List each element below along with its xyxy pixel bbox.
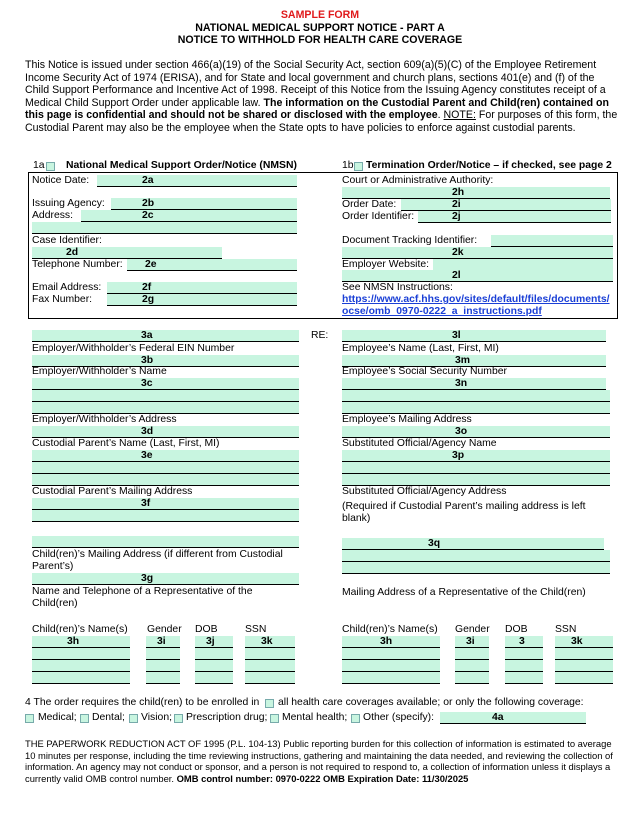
section-1a-label: 1a bbox=[33, 160, 45, 171]
address-field-line1[interactable]: 2c bbox=[81, 210, 297, 222]
field-3n-line2[interactable] bbox=[342, 390, 610, 402]
email-label: Email Address: bbox=[32, 282, 102, 293]
child-ssn-field-right[interactable]: 3k bbox=[555, 636, 613, 648]
field-3m[interactable]: 3m bbox=[342, 355, 606, 367]
child-dob-row2-right[interactable] bbox=[505, 648, 543, 660]
order-date-label: Order Date: bbox=[342, 199, 397, 210]
email-field[interactable]: 2f bbox=[107, 282, 297, 294]
employee-address-label: Employee’s Mailing Address bbox=[342, 414, 472, 425]
child-name-field-left[interactable]: 3h bbox=[32, 636, 130, 648]
child-dob-row4-right[interactable] bbox=[505, 672, 543, 684]
child-gender-row2-left[interactable] bbox=[146, 648, 180, 660]
field-3p-line3[interactable] bbox=[342, 474, 610, 486]
child-ssn-row4-right[interactable] bbox=[555, 672, 613, 684]
field-3q-line2[interactable] bbox=[342, 550, 610, 562]
case-identifier-field[interactable]: 2d bbox=[32, 247, 222, 259]
field-3f-line3[interactable] bbox=[32, 536, 299, 548]
ssn-header-left: SSN bbox=[245, 624, 267, 635]
child-name-row3-left[interactable] bbox=[32, 660, 130, 672]
children-names-header-left: Child(ren)’s Name(s) bbox=[32, 624, 128, 635]
field-3c-line2[interactable] bbox=[32, 390, 299, 402]
intro-paragraph: This Notice is issued under section 466(a)(19) of the Social Security Act, section 609(a)(5)(C) of the Employee Retirement Income Security Act of 1974 (ERISA), and for State and local government and church plans, sections 401(e) and (f) of the Child Support Performance and Incentive Act of 1998. Receipt of this Notice from the Issuing Agency constitutes receipt of a Medical Child Support Order under applicable law. The information on the Custodial Parent and Child(ren) contained on this page is confidential and should not be shared or disclosed with the employee. NOTE: For purposes of this form, the Custodial Parent may also be the employee when the State opts to have policies to enforce against custodial parents. bbox=[25, 59, 618, 134]
rep-name-phone-label: Name and Telephone of a Representative of the Child(ren) bbox=[32, 586, 253, 609]
child-gender-field-left[interactable]: 3i bbox=[146, 636, 180, 648]
order-date-field[interactable]: 2i bbox=[401, 199, 611, 211]
telephone-field[interactable]: 2e bbox=[127, 259, 297, 271]
other-checkbox[interactable] bbox=[351, 714, 360, 723]
field-3q-line3[interactable] bbox=[342, 562, 610, 574]
prescription-checkbox[interactable] bbox=[174, 714, 183, 723]
gender-header-right: Gender bbox=[455, 624, 490, 635]
custodial-address-label: Custodial Parent’s Mailing Address bbox=[32, 486, 193, 497]
doc-tracking-field-a[interactable] bbox=[491, 235, 613, 247]
field-3b[interactable]: 3b bbox=[32, 355, 299, 367]
doc-tracking-field-b[interactable]: 2k bbox=[342, 247, 613, 259]
field-3l[interactable]: 3l bbox=[342, 330, 606, 342]
section-4-text-a: 4 The order requires the child(ren) to be enrolled in bbox=[25, 697, 260, 708]
notice-date-label: Notice Date: bbox=[32, 175, 90, 186]
field-3o[interactable]: 3o bbox=[342, 426, 610, 438]
order-identifier-label: Order Identifier: bbox=[342, 211, 415, 222]
fax-field[interactable]: 2g bbox=[107, 294, 297, 306]
field-4a[interactable]: 4a bbox=[440, 712, 586, 724]
field-3g[interactable]: 3g bbox=[32, 573, 299, 585]
paperwork-reduction-notice: THE PAPERWORK REDUCTION ACT OF 1995 (P.L. 104-13) Public reporting burden for this collection of information is estimated to average 10 minutes per response, including the time reviewing instructions, gathering and maintaining the data needed, and reviewing the collection of information. An agency may not conduct or sponsor, and a person is not required to respond to, a collection of information unless it displays a currently valid OMB control number. OMB control number: 0970-0222 OMB Expiration Date: 11/30/2025 bbox=[25, 738, 613, 784]
field-3n-line3[interactable] bbox=[342, 402, 610, 414]
child-dob-row3-left[interactable] bbox=[195, 660, 233, 672]
child-ssn-field-left[interactable]: 3k bbox=[245, 636, 295, 648]
child-name-row4-left[interactable] bbox=[32, 672, 130, 684]
address-label: Address: bbox=[32, 210, 74, 221]
substituted-address-label: Substituted Official/Agency Address bbox=[342, 486, 507, 497]
child-dob-row2-left[interactable] bbox=[195, 648, 233, 660]
vision-label: Vision; bbox=[141, 712, 172, 723]
child-gender-field-right[interactable]: 3i bbox=[455, 636, 489, 648]
section-1b-label: 1b bbox=[342, 160, 354, 171]
field-3q[interactable]: 3q bbox=[342, 538, 604, 550]
child-name-row3-right[interactable] bbox=[342, 660, 440, 672]
children-names-header-right: Child(ren)’s Name(s) bbox=[342, 624, 438, 635]
child-ssn-row4-left[interactable] bbox=[245, 672, 295, 684]
dental-checkbox[interactable] bbox=[80, 714, 89, 723]
child-gender-row4-right[interactable] bbox=[455, 672, 489, 684]
child-dob-field-left[interactable]: 3j bbox=[195, 636, 233, 648]
telephone-label: Telephone Number: bbox=[32, 259, 123, 270]
field-3n[interactable]: 3n bbox=[342, 378, 606, 390]
employer-ein-label: Employer/Withholder’s Federal EIN Number bbox=[32, 343, 235, 354]
child-name-row4-right[interactable] bbox=[342, 672, 440, 684]
employer-address-label: Employer/Withholder’s Address bbox=[32, 414, 177, 425]
dental-label: Dental; bbox=[92, 712, 125, 723]
field-3d[interactable]: 3d bbox=[32, 426, 299, 438]
employer-name-label: Employer/Withholder’s Name bbox=[32, 366, 167, 377]
court-authority-field[interactable]: 2h bbox=[342, 187, 610, 199]
form-title: NATIONAL MEDICAL SUPPORT NOTICE - PART A bbox=[195, 22, 445, 34]
gender-header-left: Gender bbox=[147, 624, 182, 635]
child-address-label: Child(ren)’s Mailing Address (if different from Custodial Parent’s) bbox=[32, 549, 283, 572]
field-3a[interactable]: 3a bbox=[32, 330, 299, 342]
prescription-label: Prescription drug; bbox=[186, 712, 268, 723]
court-authority-label: Court or Administrative Authority: bbox=[342, 175, 494, 186]
child-name-row2-left[interactable] bbox=[32, 648, 130, 660]
child-name-field-right[interactable]: 3h bbox=[342, 636, 440, 648]
dob-header-right: DOB bbox=[505, 624, 528, 635]
order-identifier-field[interactable]: 2j bbox=[418, 211, 611, 223]
child-gender-row2-right[interactable] bbox=[455, 648, 489, 660]
issuing-agency-field[interactable]: 2b bbox=[111, 198, 297, 210]
field-3p-line2[interactable] bbox=[342, 462, 610, 474]
field-3c[interactable]: 3c bbox=[32, 378, 299, 390]
re-label: RE: bbox=[311, 330, 329, 341]
child-name-row2-right[interactable] bbox=[342, 648, 440, 660]
ssn-header-right: SSN bbox=[555, 624, 577, 635]
child-ssn-row2-right[interactable] bbox=[555, 648, 613, 660]
employer-website-field-b[interactable]: 2l bbox=[342, 270, 613, 282]
field-3e-line2[interactable] bbox=[32, 462, 299, 474]
rep-address-label: Mailing Address of a Representative of the Child(ren) bbox=[342, 587, 586, 598]
instructions-link-line1[interactable]: https://www.acf.hhs.gov/sites/default/files/documents/ bbox=[342, 294, 610, 305]
form-subtitle: NOTICE TO WITHHOLD FOR HEALTH CARE COVERAGE bbox=[177, 34, 463, 46]
issuing-agency-label: Issuing Agency: bbox=[32, 198, 105, 209]
vision-checkbox[interactable] bbox=[129, 714, 138, 723]
nmsn-instructions-label: See NMSN Instructions: bbox=[342, 282, 453, 293]
child-dob-row4-left[interactable] bbox=[195, 672, 233, 684]
field-3e[interactable]: 3e bbox=[32, 450, 299, 462]
sample-form-label: SAMPLE FORM bbox=[280, 9, 360, 21]
child-ssn-row3-right[interactable] bbox=[555, 660, 613, 672]
employer-website-label: Employer Website: bbox=[342, 259, 430, 270]
dob-header-left: DOB bbox=[195, 624, 218, 635]
section-1a-title: National Medical Support Order/Notice (NMSN) bbox=[66, 160, 297, 171]
termination-checkbox[interactable] bbox=[354, 162, 363, 171]
required-note: (Required if Custodial Parent’s mailing address is left blank) bbox=[342, 501, 586, 524]
address-field-line2[interactable] bbox=[32, 222, 297, 234]
employee-ssn-label: Employee’s Social Security Number bbox=[342, 366, 507, 377]
child-gender-row3-right[interactable] bbox=[455, 660, 489, 672]
mental-health-checkbox[interactable] bbox=[270, 714, 279, 723]
employee-name-label: Employee’s Name (Last, First, MI) bbox=[342, 343, 499, 354]
field-3f[interactable]: 3f bbox=[32, 498, 299, 510]
child-ssn-row2-left[interactable] bbox=[245, 648, 295, 660]
nmsn-checkbox[interactable] bbox=[46, 162, 55, 171]
instructions-link-line2[interactable]: ocse/omb_0970-0222_a_instructions.pdf bbox=[342, 306, 542, 317]
all-coverages-checkbox[interactable] bbox=[265, 699, 274, 708]
fax-label: Fax Number: bbox=[32, 294, 93, 305]
other-label: Other (specify): bbox=[363, 712, 435, 723]
field-3p[interactable]: 3p bbox=[342, 450, 610, 462]
custodial-name-label: Custodial Parent’s Name (Last, First, MI) bbox=[32, 438, 220, 449]
section-1b-title: Termination Order/Notice – if checked, see page 2 bbox=[366, 160, 612, 171]
child-ssn-row3-left[interactable] bbox=[245, 660, 295, 672]
substituted-name-label: Substituted Official/Agency Name bbox=[342, 438, 497, 449]
child-dob-row3-right[interactable] bbox=[505, 660, 543, 672]
notice-date-field[interactable]: 2a bbox=[97, 175, 297, 187]
field-3f-line2[interactable] bbox=[32, 510, 299, 522]
child-gender-row4-left[interactable] bbox=[146, 672, 180, 684]
medical-label: Medical; bbox=[38, 712, 77, 723]
doc-tracking-label: Document Tracking Identifier: bbox=[342, 235, 478, 246]
child-gender-row3-left[interactable] bbox=[146, 660, 180, 672]
mental-health-label: Mental health; bbox=[282, 712, 348, 723]
field-3e-line3[interactable] bbox=[32, 474, 299, 486]
medical-checkbox[interactable] bbox=[25, 714, 34, 723]
child-dob-field-right[interactable]: 3 bbox=[505, 636, 543, 648]
case-identifier-label: Case Identifier: bbox=[32, 235, 102, 246]
section-4-text-b: all health care coverages available; or only the following coverage: bbox=[278, 697, 584, 708]
field-3c-line3[interactable] bbox=[32, 402, 299, 414]
